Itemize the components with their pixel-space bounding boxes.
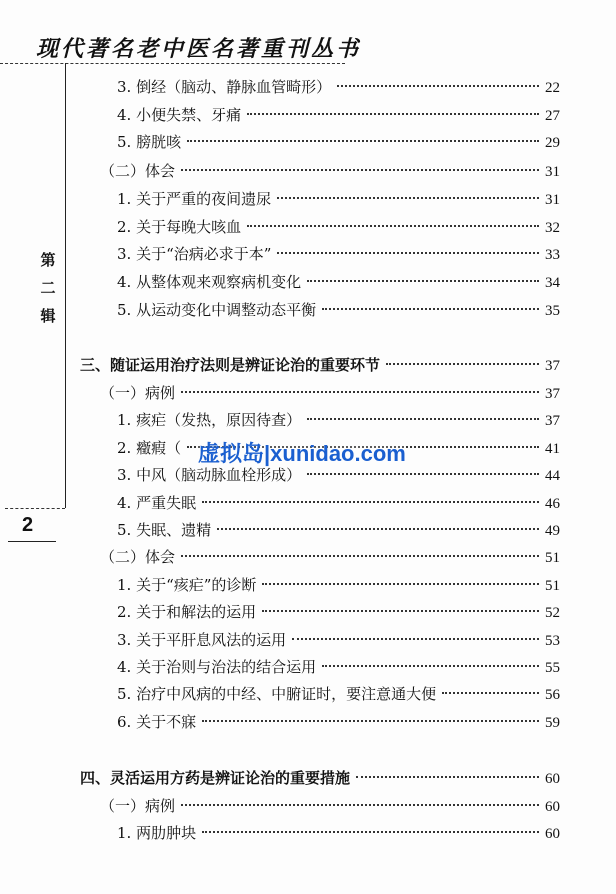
toc-entry — [117, 409, 560, 431]
volume-label-char: 辑 — [40, 307, 56, 325]
toc-entry-title: 5. 从运动变化中调整动态平衡 — [117, 301, 317, 319]
series-title: 现代著名老中医名著重刊丛书 — [36, 36, 362, 62]
volume-label-char: 二 — [40, 279, 56, 297]
leader-dots — [262, 583, 539, 585]
leader-dots — [202, 831, 539, 833]
toc-entry-title: 5. 失眠、遗精 — [117, 521, 212, 539]
footer-divider — [5, 508, 65, 509]
leader-dots — [202, 720, 539, 722]
toc-entry-page: 32 — [545, 220, 560, 236]
toc-entry-page: 22 — [545, 80, 560, 96]
toc-entry-page: 33 — [545, 247, 560, 263]
leader-dots — [187, 140, 539, 142]
toc-entry-title: 5. 治疗中风病的中经、中腑证时，要注意通大便 — [117, 685, 437, 703]
toc-entry-page: 35 — [545, 303, 560, 319]
leader-dots — [386, 363, 539, 365]
toc-entry-title: 三、随证运用治疗法则是辨证论治的重要环节 — [80, 356, 381, 374]
toc-entry — [100, 795, 560, 817]
toc-entry-page: 37 — [545, 358, 560, 374]
leader-dots — [337, 85, 539, 87]
toc-entry — [117, 822, 560, 844]
toc-entry-title: 3. 关于平肝息风法的运用 — [117, 631, 287, 649]
toc-entry — [117, 188, 560, 210]
toc-entry-title: 4. 关于治则与治法的结合运用 — [117, 658, 317, 676]
toc-entry-page: 29 — [545, 135, 560, 151]
leader-dots — [322, 308, 539, 310]
toc-entry — [117, 271, 560, 293]
toc-entry-title: 2. 关于和解法的运用 — [117, 603, 257, 621]
toc-entry-page: 51 — [545, 550, 560, 566]
toc-entry-title: 1. 关于“痎疟”的诊断 — [117, 576, 257, 594]
leader-dots — [292, 638, 539, 640]
toc-entry — [117, 519, 560, 541]
toc-entry — [117, 104, 560, 126]
toc-entry-title: 四、灵活运用方药是辨证论治的重要措施 — [80, 769, 351, 787]
toc-entry — [117, 574, 560, 596]
toc-entry-page: 60 — [545, 826, 560, 842]
leader-dots — [181, 555, 539, 557]
leader-dots — [307, 473, 539, 475]
toc-entry-page: 44 — [545, 468, 560, 484]
toc-entry-page: 46 — [545, 496, 560, 512]
leader-dots — [356, 776, 539, 778]
toc-entry-title: 4. 小便失禁、牙痛 — [117, 106, 242, 124]
toc-entry — [80, 354, 560, 376]
toc-entry-title: 4. 严重失眠 — [117, 494, 197, 512]
leader-dots — [262, 610, 539, 612]
toc-entry — [117, 629, 560, 651]
toc-entry-title: （一）病例 — [100, 797, 176, 815]
toc-entry — [117, 243, 560, 265]
leader-dots — [181, 169, 539, 171]
toc-entry-page: 52 — [545, 605, 560, 621]
leader-dots — [307, 418, 539, 420]
leader-dots — [181, 804, 539, 806]
toc-entry — [100, 382, 560, 404]
toc-entry-page: 60 — [545, 799, 560, 815]
toc-entry — [117, 601, 560, 623]
toc-entry-page: 53 — [545, 633, 560, 649]
toc-entry-page: 60 — [545, 771, 560, 787]
leader-dots — [277, 197, 539, 199]
toc-entry-page: 34 — [545, 275, 560, 291]
volume-label-char: 第 — [40, 251, 56, 269]
toc-entry — [117, 131, 560, 153]
toc-entry-page: 55 — [545, 660, 560, 676]
toc-entry — [117, 656, 560, 678]
leader-dots — [247, 225, 539, 227]
toc-entry-title: 5. 膀胱咳 — [117, 133, 182, 151]
volume-label — [38, 246, 58, 330]
toc-entry-page: 49 — [545, 523, 560, 539]
header-divider — [0, 63, 345, 64]
toc-entry-page: 37 — [545, 413, 560, 429]
toc-entry-page: 59 — [545, 715, 560, 731]
toc-entry-page: 31 — [545, 164, 560, 180]
toc-entry — [117, 711, 560, 733]
leader-dots — [217, 528, 539, 530]
toc-entry-page: 51 — [545, 578, 560, 594]
margin-rule — [65, 63, 66, 508]
toc-entry-title: （二）体会 — [100, 162, 176, 180]
leader-dots — [181, 391, 539, 393]
page-number-underline — [8, 541, 56, 542]
toc-entry-title: （二）体会 — [100, 548, 176, 566]
toc-entry-title: 1. 痎疟（发热，原因待查） — [117, 411, 302, 429]
page-number: 2 — [22, 514, 34, 536]
leader-dots — [307, 280, 539, 282]
toc-entry — [117, 492, 560, 514]
toc-entry-page: 41 — [545, 441, 560, 457]
toc-entry — [117, 76, 560, 98]
toc-entry-title: 1. 两肋肿块 — [117, 824, 197, 842]
toc-entry — [80, 767, 560, 789]
toc-entry-title: 3. 关于“治病必求于本” — [117, 245, 272, 263]
toc-entry — [117, 299, 560, 321]
toc-entry-title: （一）病例 — [100, 384, 176, 402]
toc-entry-title: 1. 关于严重的夜间遗尿 — [117, 190, 272, 208]
toc-entry — [117, 216, 560, 238]
leader-dots — [322, 665, 539, 667]
leader-dots — [277, 252, 539, 254]
toc-entry-page: 56 — [545, 687, 560, 703]
toc-entry — [100, 546, 560, 568]
toc-entry-title: 3. 中风（脑动脉血栓形成） — [117, 466, 302, 484]
leader-dots — [202, 501, 539, 503]
toc-entry-page: 27 — [545, 108, 560, 124]
toc-entry-title: 4. 从整体观来观察病机变化 — [117, 273, 302, 291]
leader-dots — [247, 113, 539, 115]
toc-entry-page: 31 — [545, 192, 560, 208]
toc-entry-title: 6. 关于不寐 — [117, 713, 197, 731]
toc-entry-page: 37 — [545, 386, 560, 402]
leader-dots — [442, 692, 539, 694]
toc-entry — [117, 683, 560, 705]
toc-entry-title: 2. 癥瘕（ — [117, 439, 182, 457]
toc-entry-title: 2. 关于每晚大咳血 — [117, 218, 242, 236]
toc-entry — [100, 160, 560, 182]
toc-entry-title: 3. 倒经（脑动、静脉血管畸形） — [117, 78, 332, 96]
watermark: 虚拟岛|xunidao.com — [198, 437, 406, 468]
